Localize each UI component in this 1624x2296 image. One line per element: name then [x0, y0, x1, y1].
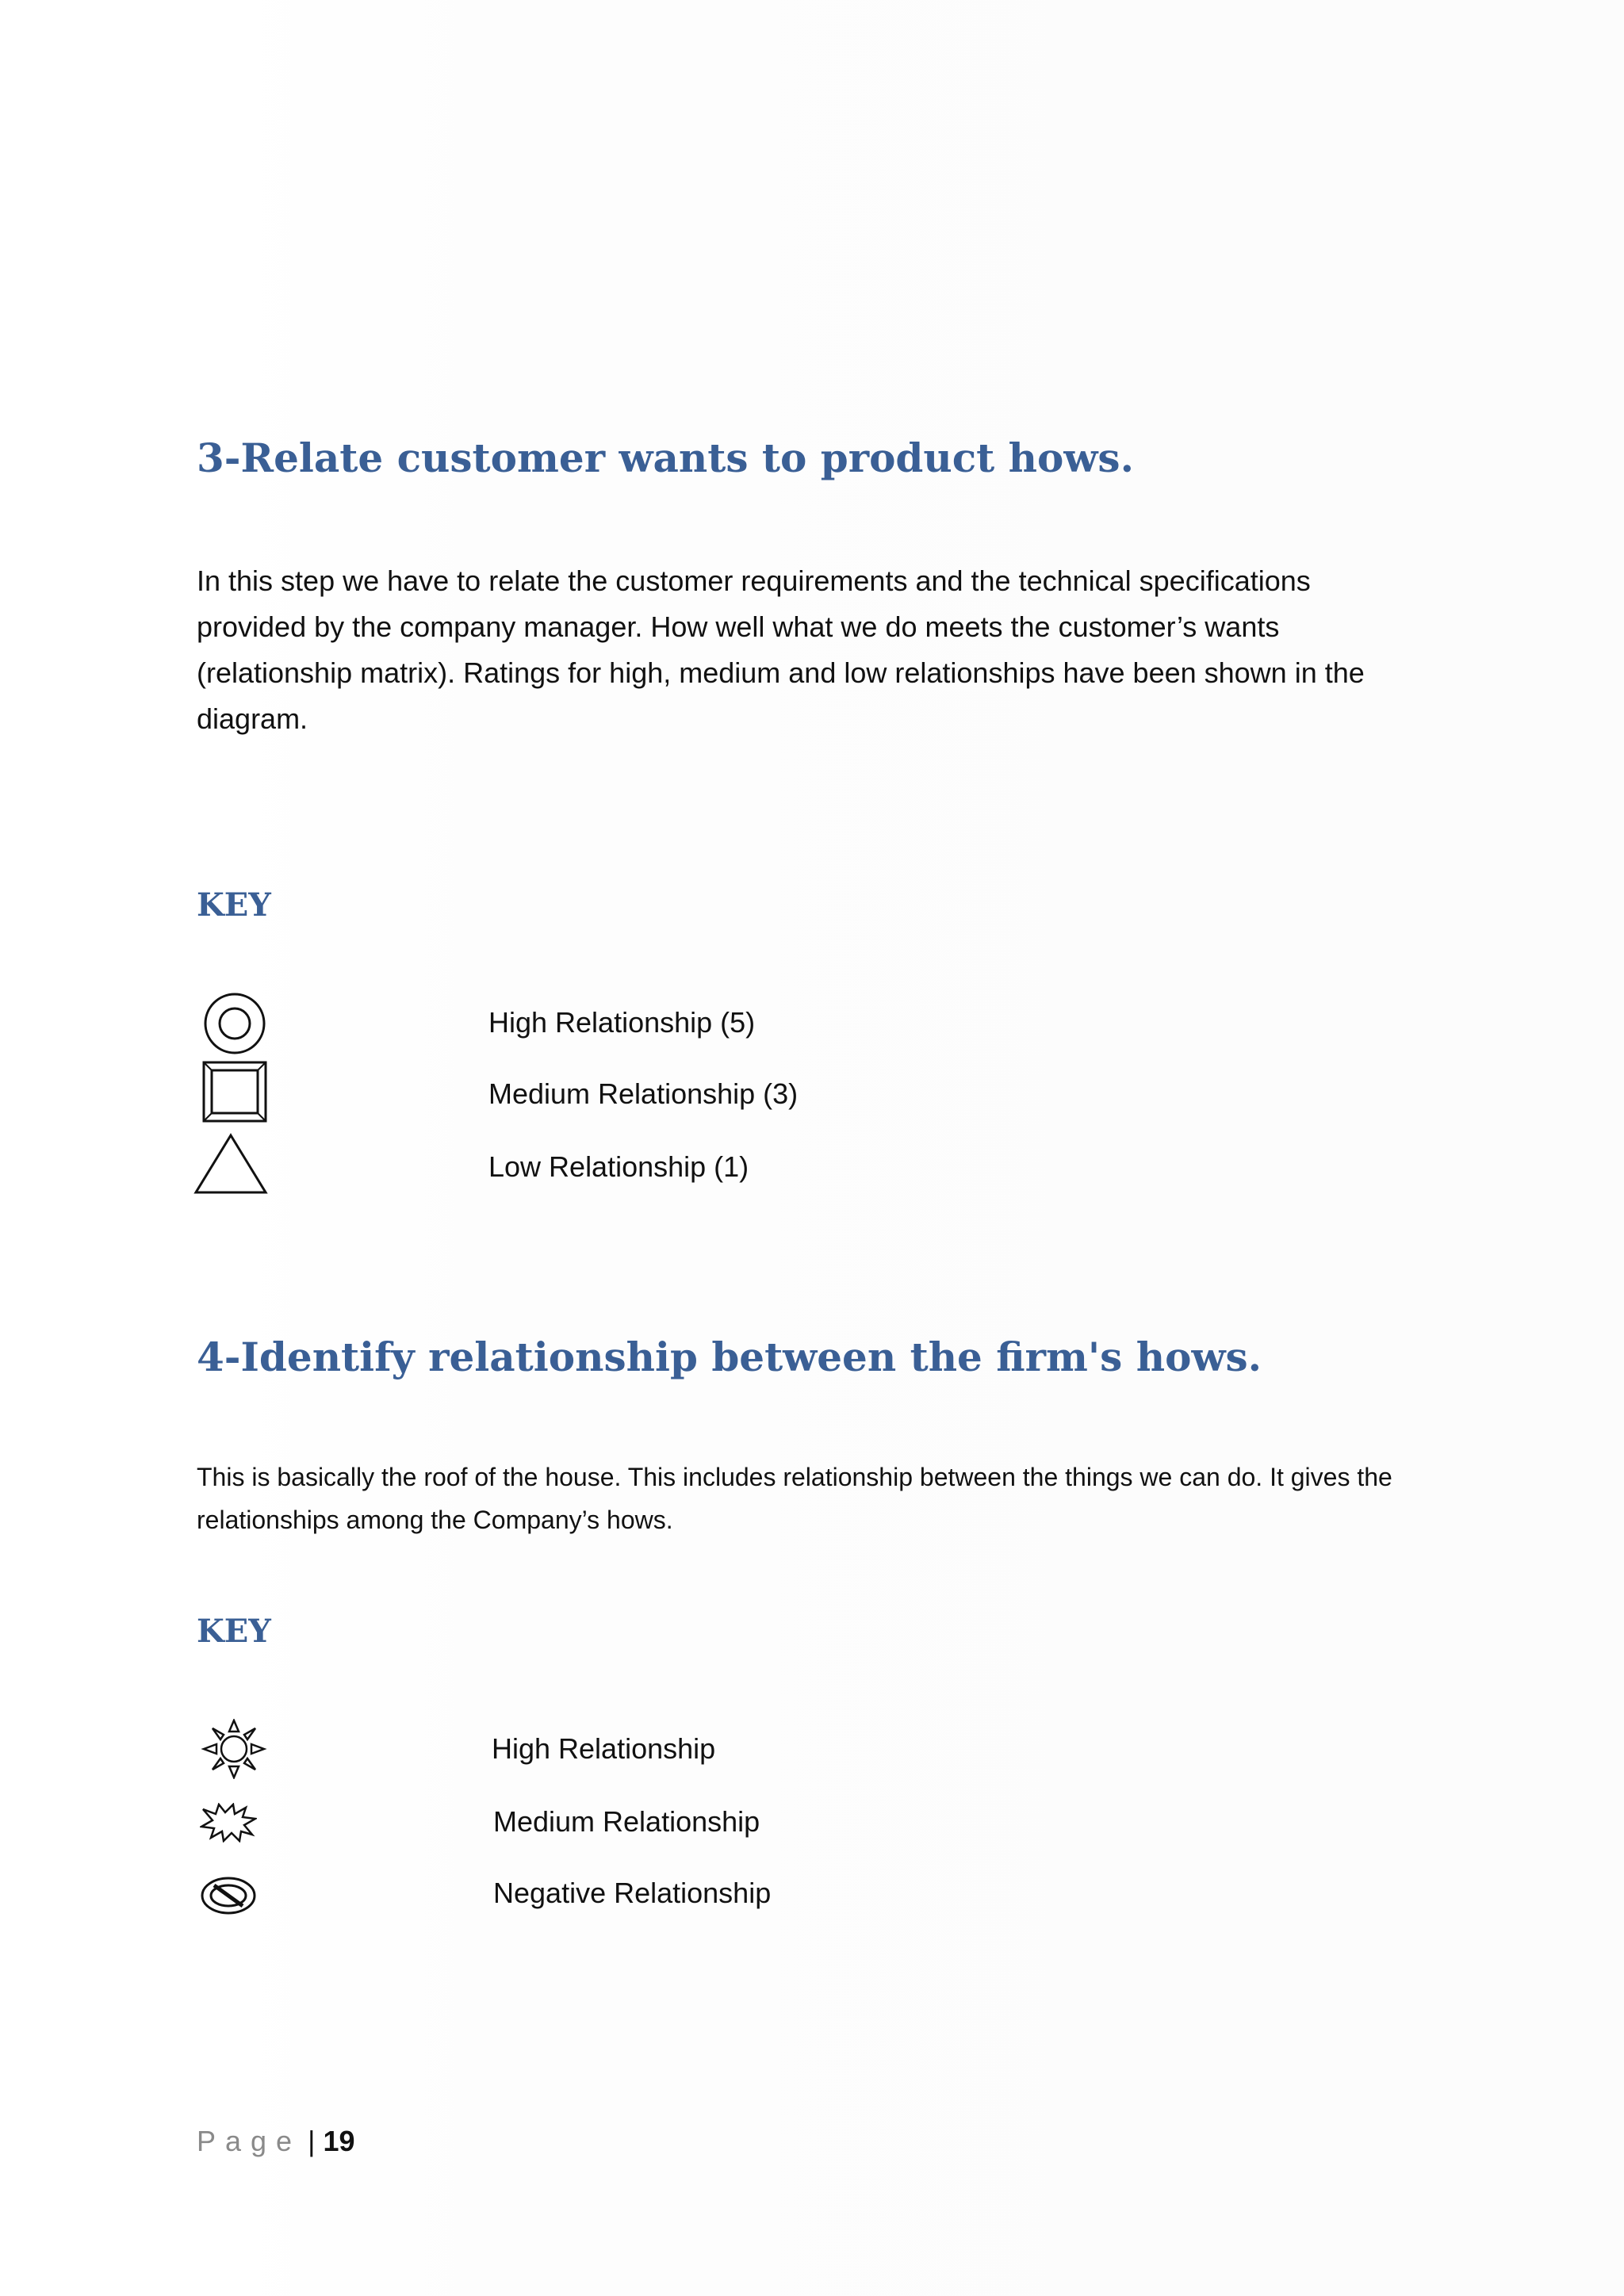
beveled-square-icon: [201, 1061, 268, 1123]
section-3-heading: 3-Relate customer wants to product hows.: [197, 434, 1134, 481]
section-4-heading: 4-Identify relationship between the firm's hows.: [197, 1334, 1262, 1380]
double-circle-icon: [201, 993, 268, 1054]
sun-icon: [200, 1719, 268, 1779]
key-item-low-relationship: [0, 1132, 1624, 1196]
key-item-medium-relationship: [0, 1061, 1624, 1124]
key-label: High Relationship: [492, 1732, 716, 1765]
starburst-icon: [200, 1803, 257, 1843]
page-number: 19: [323, 2125, 355, 2157]
page-word: Page: [197, 2125, 302, 2157]
section-4-paragraph: This is basically the roof of the house. This includes relationship between the things we can do. It gives the relationships among the Company’s hows.: [197, 1463, 1392, 1534]
triangle-icon: [193, 1132, 268, 1196]
section-3-paragraph: In this step we have to relate the customer requirements and the technical specifications provided by the company manager. How well what we do meets the customer’s wants (relationship matrix). Ratings for high, medium and low relationships have been shown in the diagram.: [197, 564, 1365, 735]
key-item-high-relationship: [0, 991, 1624, 1054]
key-label: Low Relationship (1): [488, 1150, 749, 1183]
key-item-medium-relationship: [0, 1792, 1624, 1855]
key-label: Medium Relationship (3): [488, 1077, 799, 1110]
key-label: High Relationship (5): [488, 1006, 756, 1039]
key-label: Medium Relationship: [493, 1805, 760, 1838]
key-label: Negative Relationship: [493, 1877, 772, 1909]
page-footer: [197, 2122, 354, 2161]
page-separator: |: [308, 2125, 316, 2157]
key-item-high-relationship: [0, 1719, 1624, 1782]
section-4-key-title: KEY: [197, 1613, 271, 1650]
key-item-negative-relationship: [0, 1865, 1624, 1928]
prohibited-icon: [200, 1876, 257, 1915]
section-3-key-title: KEY: [197, 886, 271, 924]
